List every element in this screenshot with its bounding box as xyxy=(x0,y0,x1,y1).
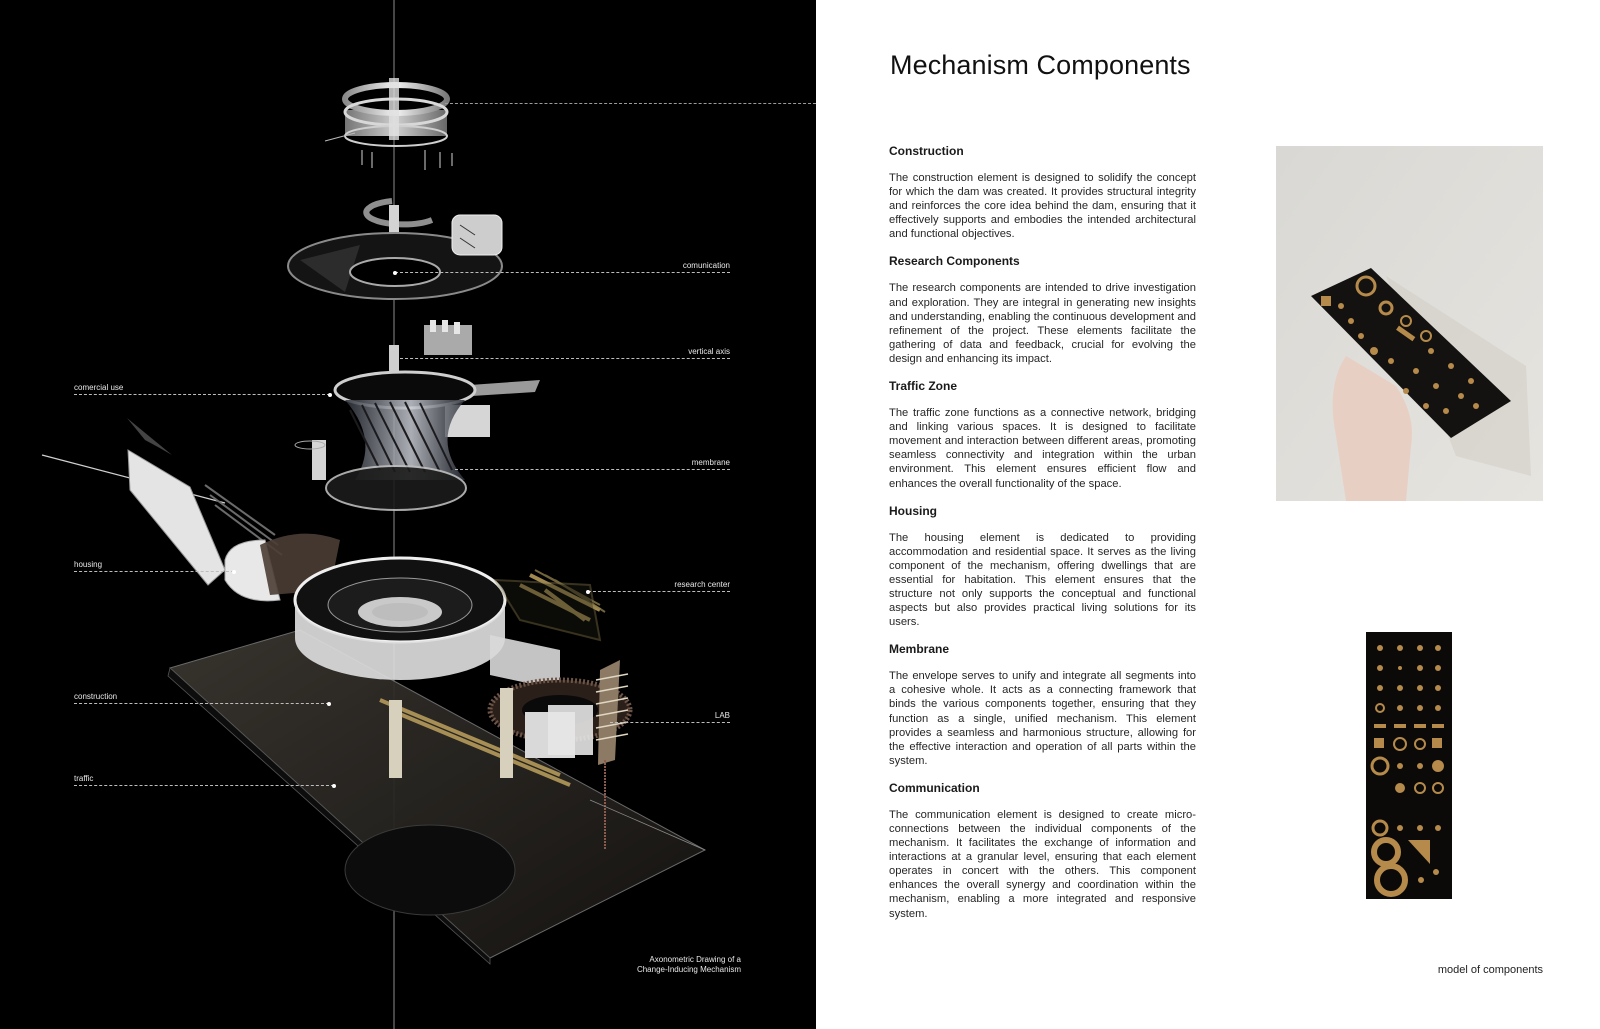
drawing-caption xyxy=(637,955,741,975)
callout-label: construction xyxy=(74,692,118,701)
callout-label: comunication xyxy=(682,261,730,270)
section-research-components xyxy=(889,253,1196,366)
c-ring xyxy=(366,201,432,224)
section-heading: Communication xyxy=(889,780,980,795)
callout-label: housing xyxy=(74,560,103,569)
main-ring xyxy=(295,558,560,690)
top-drum xyxy=(325,78,452,170)
section-body: The construction element is designed to solidify the concept for which the dam was created. It provides structural integrity and reinforces the core idea behind the dam, ensuring that it effectively supports and embodies the intended architectural and functional objectives. xyxy=(889,172,1196,241)
section-body: The communication element is designed to create micro-connections between the individual components of the mechanism. It facilitates the exchange of information and interactions at a granular level, ensuring that each element operates in concert with the others. This component enhances the overall synergy and coordination within the mechanism, enabling a more integrated and responsive system. xyxy=(889,808,1196,920)
drawing-caption-line2: Change-Inducing Mechanism xyxy=(636,965,741,974)
callout-label: membrane xyxy=(691,458,730,467)
section-body: The envelope serves to unify and integrate all segments into a cohesive whole. It acts as a connecting framework that binds the various components together, ensuring that they function as a single, unified mechanism. This element provides a seamless and harmonious structure, allowing for the effective interaction and operation of all parts within the system. xyxy=(889,670,1196,767)
section-body: The traffic zone functions as a connective network, bridging and linking various spaces. It is designed to facilitate movement and interaction between different areas, promoting seamless connectivity and integration within the urban environment. This element ensures efficient flow and enhances the overall functionality of the space. xyxy=(889,407,1196,490)
section-heading: Housing xyxy=(889,503,937,518)
drawing-caption-line1: Axonometric Drawing of a xyxy=(649,955,741,964)
photo-component-board xyxy=(1366,632,1452,899)
column xyxy=(389,700,402,778)
component-descriptions xyxy=(889,143,1196,933)
callout-label: vertical axis xyxy=(688,347,730,356)
section-communication xyxy=(889,780,1196,921)
section-housing xyxy=(889,503,1196,630)
callout-lab xyxy=(610,709,730,723)
photo-model-in-hand xyxy=(1276,146,1543,501)
section-construction xyxy=(889,143,1196,241)
section-heading: Membrane xyxy=(889,642,950,657)
callout-membrane xyxy=(455,456,730,470)
top-guide-line xyxy=(445,103,816,104)
page-title: Mechanism Components xyxy=(890,50,1191,80)
callout-comunication xyxy=(395,259,730,273)
base-slab xyxy=(168,630,705,964)
callout-label: traffic xyxy=(74,774,94,783)
section-body: The housing element is dedicated to providing accommodation and residential space. It serves as the living component of the mechanism, offering dwellings that are essential for habitation. This element ensures that the structure not only supports the conceptual and functional aspects but also provides practical living solutions for its users. xyxy=(889,531,1196,629)
callout-housing xyxy=(74,558,234,572)
section-heading: Traffic Zone xyxy=(889,379,958,394)
callout-label: comercial use xyxy=(74,383,124,392)
section-heading: Construction xyxy=(889,144,964,158)
callout-comercial-use xyxy=(74,381,330,395)
callout-label: LAB xyxy=(714,711,730,720)
section-heading: Research Components xyxy=(889,254,1020,269)
section-membrane xyxy=(889,641,1196,768)
section-traffic-zone xyxy=(889,378,1196,491)
callout-research-center xyxy=(588,578,730,592)
callout-traffic xyxy=(74,772,334,786)
section-body: The research components are intended to drive investigation and exploration. They are integral in generating new insights and understanding, enabling the continuous development and refinement of the project. These elements facilitate the gathering of data and feedback, crucial for evolving the design and enhancing its impact. xyxy=(889,282,1196,365)
callout-construction xyxy=(74,690,329,704)
callout-label: research center xyxy=(674,580,730,589)
column xyxy=(500,688,513,778)
callout-vertical-axis xyxy=(400,345,730,359)
photo-caption: model of components xyxy=(1437,964,1543,976)
